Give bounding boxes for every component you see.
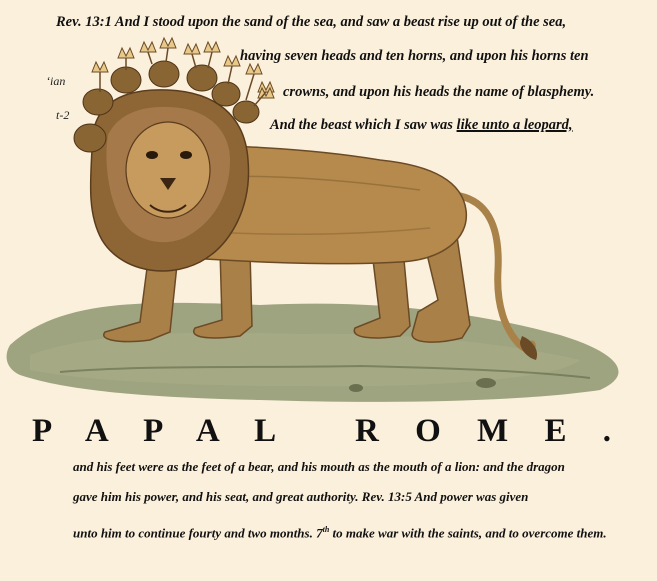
continuation-line-2: gave him his power, and his seat, and great authority. Rev. 13:5 And power was given [73,489,529,504]
papal-rome-caption [0,413,657,450]
caption-text: P A P A L R O M E . [32,413,625,449]
verse-line-2: having seven heads and ten horns, and upon his horns ten [240,48,589,64]
margin-fragment-1: ‘ian [46,74,66,88]
margin-fragment-2: t-2 [56,108,70,122]
verse-line-1: Rev. 13:1 And I stood upon the sand of the sea, and saw a beast rise up out of the sea, [56,14,567,30]
lion-face [126,122,210,218]
verse-line-3: crowns, and upon his heads the name of blasphemy. [283,84,595,100]
leopard-phrase: like unto a leopard, [456,117,573,133]
continuation-line-3-prefix: unto him to continue fourty and two months. 7 [73,525,323,541]
verse-line-4-prefix: And the beast which I saw was [270,117,457,133]
ordinal-suffix: th [322,525,330,534]
continuation-line-3 [73,525,607,541]
continuation-line-1: and his feet were as the feet of a bear, and his mouth as the mouth of a lion: and the dragon [73,459,565,474]
continuation-line-3-suffix: to make war with the saints, and to overcome them. [329,525,607,541]
verse-line-4 [270,117,573,134]
